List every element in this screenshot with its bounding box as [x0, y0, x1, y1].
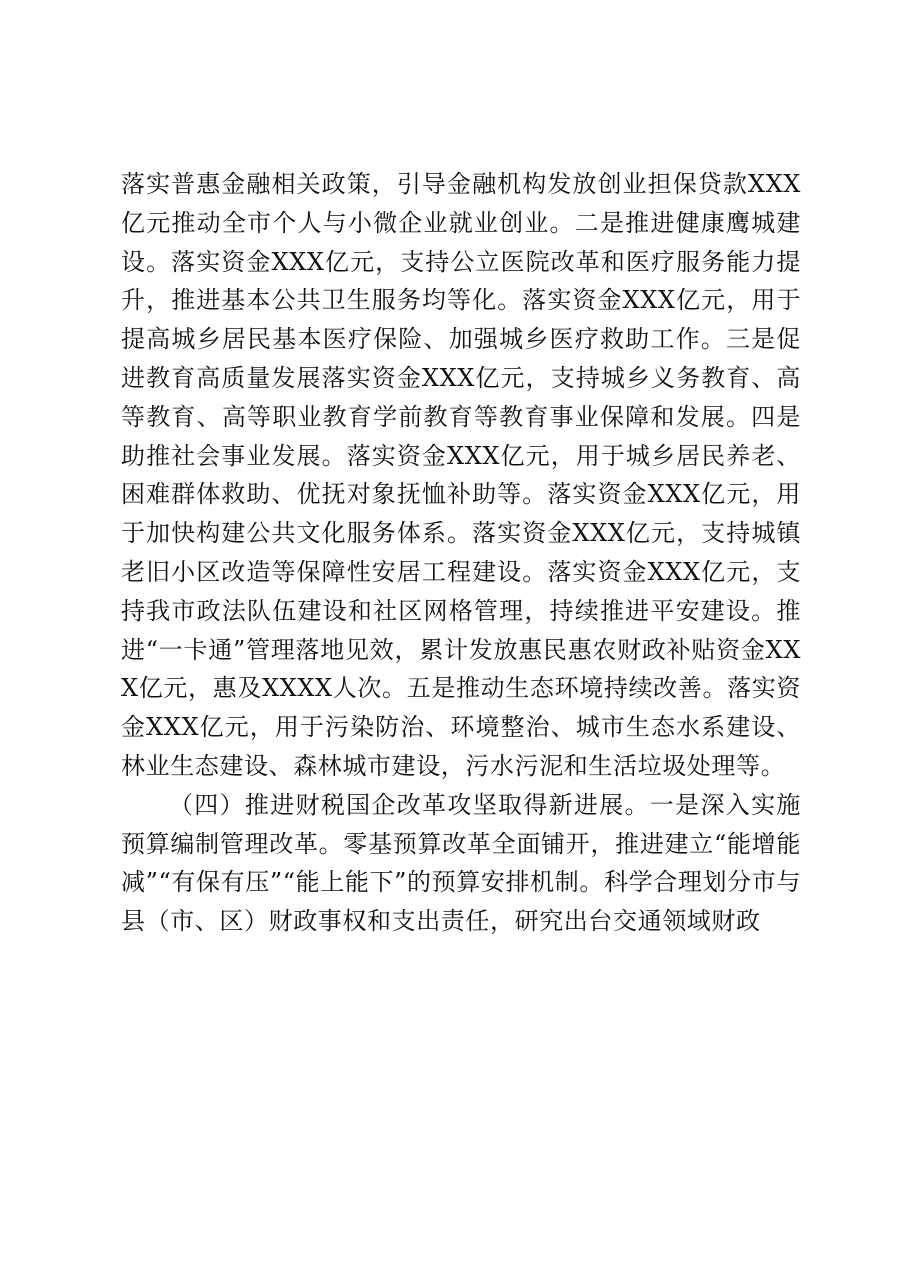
- body-paragraph-2: （四）推进财税国企改革攻坚取得新进展。一是深入实施预算编制管理改革。零基预算改革全面铺开，推进建立“能增能减”“有保有压”“能上能下”的预算安排机制。科学合理划分市与县（市、区）财政事权和支出责任，研究出台交通领域财政: [121, 790, 801, 936]
- body-paragraph-1: 落实普惠金融相关政策，引导金融机构发放创业担保贷款XXX亿元推动全市个人与小微企业就业创业。二是推进健康鹰城建设。落实资金XXX亿元，支持公立医院改革和医疗服务能力提升，推进基本公共卫生服务均等化。落实资金XXX亿元，用于提高城乡居民基本医疗保险、加强城乡医疗救助工作。三是促进教育高质量发展落实资金XXX亿元，支持城乡义务教育、高等教育、高等职业教育学前教育等教育事业保障和发展。四是助推社会事业发展。落实资金XXX亿元，用于城乡居民养老、困难群体救助、优抚对象抚恤补助等。落实资金XXX亿元，用于加快构建公共文化服务体系。落实资金XXX亿元，支持城镇老旧小区改造等保障性安居工程建设。落实资金XXX亿元，支持我市政法队伍建设和社区网格管理，持续推进平安建设。推进“一卡通”管理落地见效，累计发放惠民惠农财政补贴资金XXX亿元，惠及XXXX人次。五是推动生态环境持续改善。落实资金XXX亿元，用于污染防治、环境整治、城市生态水系建设、林业生态建设、森林城市建设，污水污泥和生活垃圾处理等。: [121, 170, 801, 780]
- document-body: [121, 165, 801, 941]
